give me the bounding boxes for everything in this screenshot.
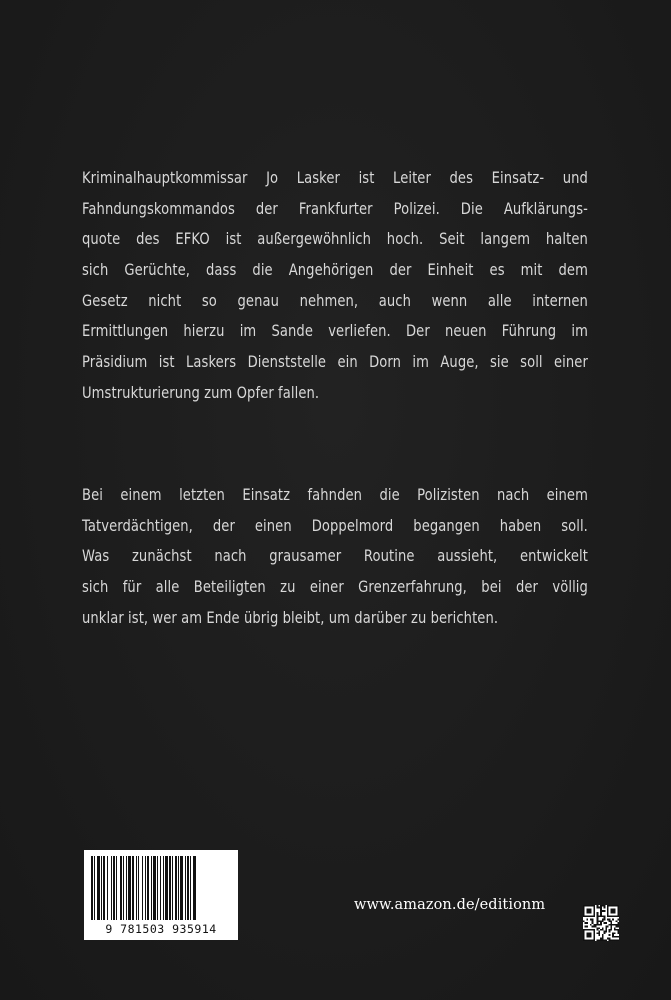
qr-module bbox=[609, 920, 611, 922]
qr-module bbox=[612, 905, 614, 907]
qr-module bbox=[614, 929, 616, 931]
qr-module bbox=[597, 919, 599, 921]
qr-module bbox=[598, 927, 600, 929]
qr-module bbox=[585, 926, 587, 928]
qr-module bbox=[610, 922, 612, 924]
qr-module bbox=[597, 907, 599, 909]
qr-module bbox=[610, 929, 612, 931]
qr-module bbox=[616, 926, 618, 928]
barcode-bar bbox=[123, 856, 124, 920]
qr-module bbox=[598, 932, 600, 934]
blurb-paragraph-2 bbox=[82, 480, 588, 633]
qr-module bbox=[588, 936, 590, 938]
qr-module bbox=[617, 912, 619, 914]
qr-module bbox=[588, 908, 590, 910]
blurb-line: Präsidium ist Laskers Dienststelle ein Dorn im Auge, sie soll einer bbox=[82, 352, 588, 372]
qr-module bbox=[586, 926, 588, 928]
qr-module bbox=[616, 929, 618, 931]
qr-module bbox=[602, 938, 604, 940]
qr-module bbox=[590, 929, 592, 931]
qr-module bbox=[592, 919, 594, 921]
blurb-line: Kriminalhauptkommissar Jo Lasker ist Leiter des Einsatz- und bbox=[82, 168, 588, 187]
qr-module bbox=[586, 919, 588, 921]
qr-module bbox=[593, 926, 595, 928]
qr-module bbox=[604, 931, 606, 933]
qr-module bbox=[586, 932, 588, 934]
qr-module bbox=[590, 932, 592, 934]
barcode-bar bbox=[193, 856, 196, 920]
qr-module bbox=[605, 926, 607, 928]
qr-module bbox=[593, 934, 595, 936]
qr-module bbox=[583, 910, 585, 912]
qr-module bbox=[616, 939, 618, 941]
qr-module bbox=[617, 936, 619, 938]
qr-module bbox=[597, 917, 599, 919]
blurb-line: Bei einem letzten Einsatz fahnden die Polizisten nach einem bbox=[82, 485, 588, 504]
qr-module bbox=[612, 934, 614, 936]
qr-module bbox=[605, 931, 607, 933]
barcode-bar bbox=[138, 856, 139, 920]
qr-module bbox=[593, 912, 595, 914]
barcode-bar bbox=[128, 856, 131, 920]
qr-module bbox=[597, 924, 599, 926]
qr-module bbox=[597, 905, 599, 907]
qr-module bbox=[588, 915, 590, 917]
qr-module bbox=[592, 905, 594, 907]
qr-module bbox=[605, 922, 607, 924]
qr-module bbox=[602, 936, 604, 938]
qr-module bbox=[617, 915, 619, 917]
qr-module bbox=[586, 910, 588, 912]
qr-module bbox=[592, 939, 594, 941]
qr-module bbox=[604, 915, 606, 917]
qr-module bbox=[617, 931, 619, 933]
qr-module bbox=[583, 912, 585, 914]
qr-module bbox=[614, 924, 616, 926]
qr-module bbox=[602, 915, 604, 917]
qr-module bbox=[590, 934, 592, 936]
qr-module bbox=[605, 929, 607, 931]
qr-module bbox=[583, 938, 585, 940]
qr-module bbox=[586, 922, 588, 924]
qr-module bbox=[598, 920, 600, 922]
qr-module bbox=[590, 939, 592, 941]
qr-module bbox=[590, 936, 592, 938]
publisher-url: www.amazon.de/editionm bbox=[354, 897, 546, 913]
qr-module bbox=[593, 929, 595, 931]
qr-module bbox=[583, 905, 585, 907]
qr-code-icon bbox=[583, 905, 619, 941]
qr-module bbox=[610, 939, 612, 941]
barcode-bar bbox=[157, 856, 158, 920]
isbn-barcode bbox=[84, 850, 238, 940]
qr-module bbox=[586, 934, 588, 936]
qr-module bbox=[614, 910, 616, 912]
qr-module bbox=[607, 915, 609, 917]
qr-module bbox=[583, 939, 585, 941]
qr-module bbox=[609, 919, 611, 921]
qr-module bbox=[593, 908, 595, 910]
qr-module bbox=[607, 910, 609, 912]
qr-module bbox=[610, 927, 612, 929]
qr-module bbox=[593, 905, 595, 907]
qr-module bbox=[614, 908, 616, 910]
qr-module bbox=[583, 931, 585, 933]
qr-module bbox=[585, 905, 587, 907]
qr-module bbox=[583, 915, 585, 917]
qr-module bbox=[610, 908, 612, 910]
qr-module bbox=[590, 905, 592, 907]
barcode-bar bbox=[160, 856, 161, 920]
blurb-line: Ermittlungen hierzu im Sande verliefen. Der neuen Führung im bbox=[82, 321, 588, 341]
qr-module bbox=[604, 917, 606, 919]
qr-module bbox=[597, 939, 599, 941]
qr-module bbox=[600, 910, 602, 912]
qr-module bbox=[605, 927, 607, 929]
qr-module bbox=[598, 915, 600, 917]
qr-module bbox=[614, 915, 616, 917]
barcode-bar bbox=[136, 856, 137, 920]
qr-module bbox=[614, 932, 616, 934]
qr-module bbox=[597, 920, 599, 922]
qr-module bbox=[600, 908, 602, 910]
qr-module bbox=[602, 910, 604, 912]
qr-module bbox=[586, 912, 588, 914]
qr-module bbox=[610, 912, 612, 914]
qr-module bbox=[586, 936, 588, 938]
qr-module bbox=[610, 915, 612, 917]
qr-module bbox=[614, 912, 616, 914]
qr-module bbox=[593, 939, 595, 941]
qr-module bbox=[602, 927, 604, 929]
qr-module bbox=[604, 905, 606, 907]
qr-module bbox=[593, 915, 595, 917]
qr-module bbox=[590, 919, 592, 921]
qr-module bbox=[583, 920, 585, 922]
qr-module bbox=[586, 929, 588, 931]
qr-module bbox=[612, 912, 614, 914]
qr-module bbox=[609, 931, 611, 933]
qr-module bbox=[583, 914, 585, 916]
qr-module bbox=[583, 934, 585, 936]
isbn-digits: 9 781503 935914 bbox=[105, 922, 217, 936]
qr-module bbox=[593, 936, 595, 938]
qr-module bbox=[600, 914, 602, 916]
qr-module bbox=[602, 919, 604, 921]
qr-module bbox=[593, 924, 595, 926]
qr-module bbox=[600, 929, 602, 931]
barcode-bar bbox=[97, 856, 100, 920]
qr-module bbox=[595, 926, 597, 928]
qr-module bbox=[616, 936, 618, 938]
qr-module bbox=[604, 939, 606, 941]
qr-module bbox=[597, 927, 599, 929]
qr-module bbox=[590, 924, 592, 926]
qr-module bbox=[598, 931, 600, 933]
qr-module bbox=[610, 924, 612, 926]
qr-module bbox=[600, 922, 602, 924]
qr-module bbox=[597, 922, 599, 924]
qr-module bbox=[585, 922, 587, 924]
qr-module bbox=[607, 905, 609, 907]
qr-module bbox=[597, 929, 599, 931]
qr-module bbox=[588, 905, 590, 907]
qr-module bbox=[607, 912, 609, 914]
barcode-bar bbox=[163, 856, 164, 920]
qr-module bbox=[593, 914, 595, 916]
qr-module bbox=[600, 920, 602, 922]
qr-module bbox=[612, 932, 614, 934]
barcode-bar bbox=[145, 856, 146, 920]
blurb-line: Tatverdächtigen, der einen Doppelmord begangen haben soll. bbox=[82, 515, 588, 535]
qr-module bbox=[612, 915, 614, 917]
qr-module bbox=[612, 910, 614, 912]
barcode-bar bbox=[187, 856, 189, 920]
barcode-bar bbox=[94, 856, 95, 920]
barcode-bar bbox=[172, 856, 173, 920]
qr-module bbox=[617, 919, 619, 921]
qr-module bbox=[607, 938, 609, 940]
qr-module bbox=[588, 932, 590, 934]
qr-module bbox=[617, 908, 619, 910]
blurb-line: sich Gerüchte, dass die Angehörigen der Einheit es mit dem bbox=[82, 260, 588, 280]
barcode-bar bbox=[151, 856, 152, 920]
barcode-bar bbox=[120, 856, 122, 920]
blurb-paragraph-1 bbox=[82, 163, 588, 409]
qr-module bbox=[604, 919, 606, 921]
blurb-line: Fahndungskommandos der Frankfurter Polizei. Die Aufklärungs- bbox=[82, 198, 588, 218]
qr-module bbox=[590, 912, 592, 914]
blurb-line: sich für alle Beteiligten zu einer Grenzerfahrung, bei der völlig bbox=[82, 577, 588, 597]
qr-code bbox=[583, 905, 619, 941]
qr-module bbox=[610, 910, 612, 912]
barcode-bar bbox=[142, 856, 143, 920]
qr-module bbox=[598, 907, 600, 909]
qr-module bbox=[617, 926, 619, 928]
qr-module bbox=[609, 939, 611, 941]
blurb-line: unklar ist, wer am Ende übrig bleibt, um darüber zu berichten. bbox=[82, 607, 499, 627]
qr-module bbox=[614, 936, 616, 938]
qr-module bbox=[617, 939, 619, 941]
qr-module bbox=[600, 938, 602, 940]
qr-module bbox=[597, 914, 599, 916]
qr-module bbox=[585, 939, 587, 941]
qr-module bbox=[592, 915, 594, 917]
barcode-bar bbox=[103, 856, 105, 920]
qr-module bbox=[610, 920, 612, 922]
barcode-bar bbox=[190, 856, 191, 920]
qr-module bbox=[602, 920, 604, 922]
qr-module bbox=[590, 908, 592, 910]
qr-module bbox=[590, 910, 592, 912]
qr-module bbox=[617, 907, 619, 909]
qr-module bbox=[602, 929, 604, 931]
qr-module bbox=[604, 907, 606, 909]
qr-module bbox=[602, 939, 604, 941]
qr-module bbox=[592, 920, 594, 922]
blurb-line: quote des EFKO ist außergewöhnlich hoch. Seit langem halten bbox=[82, 229, 588, 249]
qr-module bbox=[588, 934, 590, 936]
qr-module bbox=[616, 905, 618, 907]
barcode-icon bbox=[90, 856, 232, 920]
qr-module bbox=[600, 924, 602, 926]
qr-module bbox=[612, 939, 614, 941]
blurb-line: Gesetz nicht so genau nehmen, auch wenn alle internen bbox=[82, 290, 588, 310]
qr-module bbox=[617, 910, 619, 912]
qr-module bbox=[583, 907, 585, 909]
barcode-bar bbox=[116, 856, 117, 920]
qr-module bbox=[585, 915, 587, 917]
qr-module bbox=[609, 915, 611, 917]
qr-module bbox=[588, 939, 590, 941]
qr-module bbox=[586, 905, 588, 907]
qr-module bbox=[583, 932, 585, 934]
qr-module bbox=[590, 915, 592, 917]
qr-module bbox=[588, 929, 590, 931]
qr-module bbox=[604, 910, 606, 912]
qr-module bbox=[612, 919, 614, 921]
qr-module bbox=[616, 920, 618, 922]
barcode-bar bbox=[180, 856, 183, 920]
blurb-line: Umstrukturierung zum Opfer fallen. bbox=[82, 382, 320, 402]
barcode-bar bbox=[132, 856, 134, 920]
qr-module bbox=[586, 908, 588, 910]
barcode-bar bbox=[91, 856, 93, 920]
qr-module bbox=[593, 910, 595, 912]
qr-module bbox=[612, 924, 614, 926]
qr-module bbox=[609, 929, 611, 931]
qr-module bbox=[609, 905, 611, 907]
qr-module bbox=[607, 914, 609, 916]
qr-module bbox=[609, 934, 611, 936]
qr-module bbox=[612, 908, 614, 910]
qr-module bbox=[617, 929, 619, 931]
qr-module bbox=[583, 936, 585, 938]
qr-module bbox=[617, 905, 619, 907]
barcode-bar bbox=[185, 856, 186, 920]
qr-module bbox=[602, 934, 604, 936]
qr-module bbox=[585, 929, 587, 931]
qr-module bbox=[600, 939, 602, 941]
qr-module bbox=[609, 938, 611, 940]
qr-module bbox=[583, 929, 585, 931]
qr-module bbox=[609, 924, 611, 926]
qr-module bbox=[612, 936, 614, 938]
qr-module bbox=[598, 924, 600, 926]
qr-module bbox=[617, 932, 619, 934]
blurb-line: Was zunächst nach grausamer Routine aussieht, entwickelt bbox=[82, 546, 588, 566]
qr-module bbox=[614, 927, 616, 929]
qr-module bbox=[607, 919, 609, 921]
qr-module bbox=[586, 915, 588, 917]
qr-module bbox=[600, 912, 602, 914]
barcode-bar bbox=[153, 856, 156, 920]
qr-module bbox=[617, 924, 619, 926]
barcode-bar bbox=[111, 856, 112, 920]
qr-module bbox=[583, 908, 585, 910]
qr-module bbox=[600, 905, 602, 907]
qr-module bbox=[614, 905, 616, 907]
barcode-bar bbox=[126, 856, 127, 920]
qr-module bbox=[592, 922, 594, 924]
qr-module bbox=[607, 908, 609, 910]
qr-module bbox=[607, 926, 609, 928]
qr-module bbox=[592, 929, 594, 931]
qr-module bbox=[593, 931, 595, 933]
barcode-bar bbox=[175, 856, 177, 920]
qr-module bbox=[610, 905, 612, 907]
qr-module bbox=[614, 939, 616, 941]
qr-module bbox=[616, 924, 618, 926]
barcode-bar bbox=[178, 856, 179, 920]
qr-module bbox=[600, 907, 602, 909]
qr-module bbox=[588, 912, 590, 914]
qr-module bbox=[610, 926, 612, 928]
barcode-bar bbox=[165, 856, 168, 920]
qr-module bbox=[593, 938, 595, 940]
qr-module bbox=[617, 914, 619, 916]
qr-module bbox=[592, 926, 594, 928]
barcode-bar bbox=[107, 856, 108, 920]
qr-module bbox=[597, 912, 599, 914]
qr-module bbox=[617, 922, 619, 924]
qr-module bbox=[607, 907, 609, 909]
qr-module bbox=[597, 915, 599, 917]
qr-module bbox=[598, 939, 600, 941]
qr-module bbox=[598, 934, 600, 936]
barcode-bar bbox=[113, 856, 115, 920]
qr-module bbox=[595, 924, 597, 926]
qr-module bbox=[616, 915, 618, 917]
qr-module bbox=[597, 932, 599, 934]
qr-module bbox=[593, 932, 595, 934]
qr-module bbox=[604, 922, 606, 924]
qr-module bbox=[600, 915, 602, 917]
qr-module bbox=[605, 939, 607, 941]
qr-module bbox=[588, 910, 590, 912]
barcode-bar bbox=[101, 856, 102, 920]
qr-module bbox=[602, 905, 604, 907]
qr-module bbox=[604, 932, 606, 934]
qr-module bbox=[586, 939, 588, 941]
barcode-bar bbox=[169, 856, 171, 920]
barcode-bar bbox=[147, 856, 149, 920]
qr-module bbox=[593, 907, 595, 909]
